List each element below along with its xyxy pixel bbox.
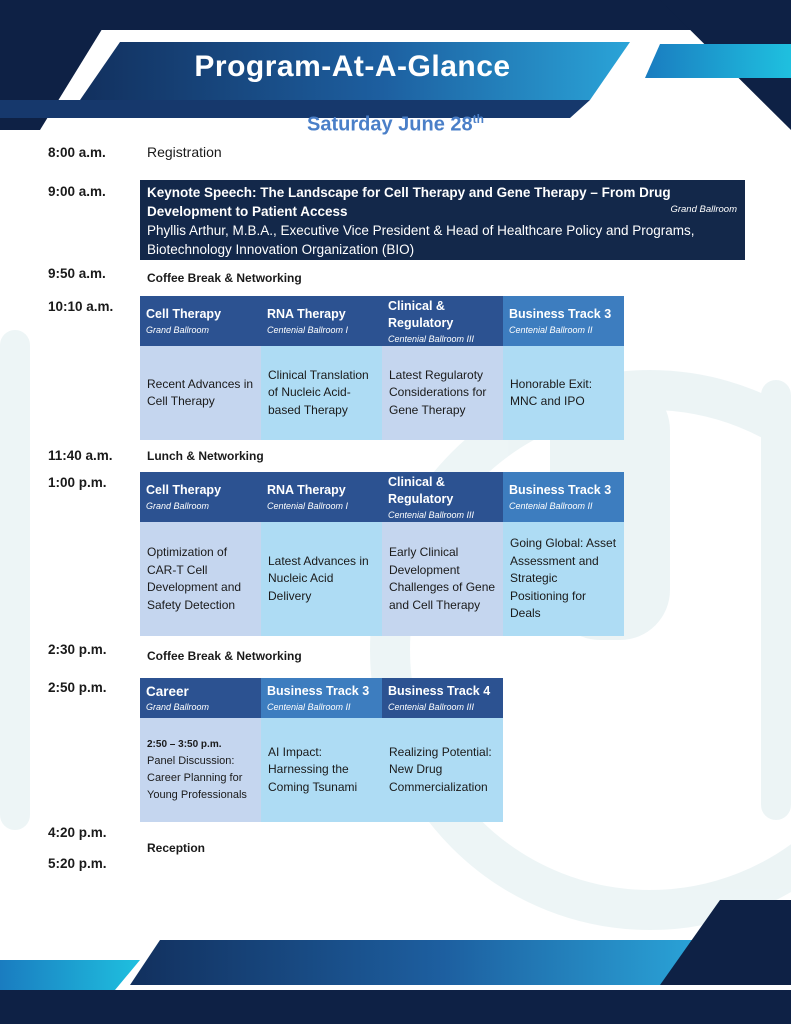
time-session2: 1:00 p.m.	[48, 475, 107, 490]
session2-header-business-track-3: Business Track 3 Centenial Ballroom II	[503, 472, 624, 522]
time-reception-start: 4:20 p.m.	[48, 825, 107, 840]
session2-topic-rna-therapy: Latest Advances in Nucleic Acid Delivery	[261, 522, 382, 636]
session3-header-business-track-3: Business Track 3 Centenial Ballroom II	[261, 678, 382, 718]
panel-time: 2:50 – 3:50 p.m.	[147, 739, 222, 750]
time-session3: 2:50 p.m.	[48, 680, 107, 695]
session1-header-business-track-3: Business Track 3 Centenial Ballroom II	[503, 296, 624, 346]
keynote-block	[140, 180, 745, 260]
session1-topic-cell-therapy: Recent Advances in Cell Therapy	[140, 346, 261, 440]
session3-topic-career	[140, 718, 261, 822]
session2-topic-clinical-regulatory: Early Clinical Development Challenges of Gene and Cell Therapy	[382, 522, 503, 636]
session2-topic-business-track-3: Going Global: Asset Assessment and Strategic Positioning for Deals	[503, 522, 624, 636]
keynote-room: Grand Ballroom	[670, 204, 737, 215]
keynote-title-line1: Keynote Speech: The Landscape for Cell Therapy and Gene Therapy – From Drug	[147, 185, 671, 200]
time-break2: 2:30 p.m.	[48, 642, 107, 657]
lunch-label: Lunch & Networking	[147, 449, 264, 463]
time-break1: 9:50 a.m.	[48, 266, 106, 281]
time-lunch: 11:40 a.m.	[48, 448, 113, 463]
keynote-speaker-line2: Biotechnology Innovation Organization (BIO)	[147, 242, 415, 257]
panel-topic: Panel Discussion: Career Planning for Young Professionals	[147, 755, 247, 801]
session1-header-clinical-regulatory: Clinical & Regulatory Centenial Ballroom III	[382, 296, 503, 346]
keynote-speaker-line1: Phyllis Arthur, M.B.A., Executive Vice President & Head of Healthcare Policy and Programs,	[147, 223, 695, 238]
session3-header-career: Career Grand Ballroom	[140, 678, 261, 718]
break2-label: Coffee Break & Networking	[147, 649, 302, 663]
session1-topic-business-track-3: Honorable Exit: MNC and IPO	[503, 346, 624, 440]
event-date: Saturday June 28th	[307, 112, 484, 136]
session1-topic-clinical-regulatory: Latest Regularoty Considerations for Gene Therapy	[382, 346, 503, 440]
session2-header-clinical-regulatory: Clinical & Regulatory Centenial Ballroom III	[382, 472, 503, 522]
session1-header-cell-therapy: Cell Therapy Grand Ballroom	[140, 296, 261, 346]
session3-topic-business-track-3: AI Impact: Harnessing the Coming Tsunami	[261, 718, 382, 822]
time-registration: 8:00 a.m.	[48, 145, 106, 160]
break1-label: Coffee Break & Networking	[147, 271, 302, 285]
time-reception-end: 5:20 p.m.	[48, 856, 107, 871]
time-session1: 10:10 a.m.	[48, 299, 114, 314]
session2-header-rna-therapy: RNA Therapy Centenial Ballroom I	[261, 472, 382, 522]
time-keynote: 9:00 a.m.	[48, 184, 106, 199]
session1-header-rna-therapy: RNA Therapy Centenial Ballroom I	[261, 296, 382, 346]
session2-topic-cell-therapy: Optimization of CAR-T Cell Development and Safety Detection	[140, 522, 261, 636]
keynote-title-line2: Development to Patient Access	[147, 204, 348, 219]
session3-header-business-track-4: Business Track 4 Centenial Ballroom III	[382, 678, 503, 718]
registration-label: Registration	[147, 144, 222, 160]
session1-topic-rna-therapy: Clinical Translation of Nucleic Acid-based Therapy	[261, 346, 382, 440]
reception-label: Reception	[147, 841, 206, 855]
session3-topic-business-track-4: Realizing Potential: New Drug Commercialization	[382, 718, 503, 822]
page-title: Program-At-A-Glance	[194, 50, 511, 83]
session2-header-cell-therapy: Cell Therapy Grand Ballroom	[140, 472, 261, 522]
